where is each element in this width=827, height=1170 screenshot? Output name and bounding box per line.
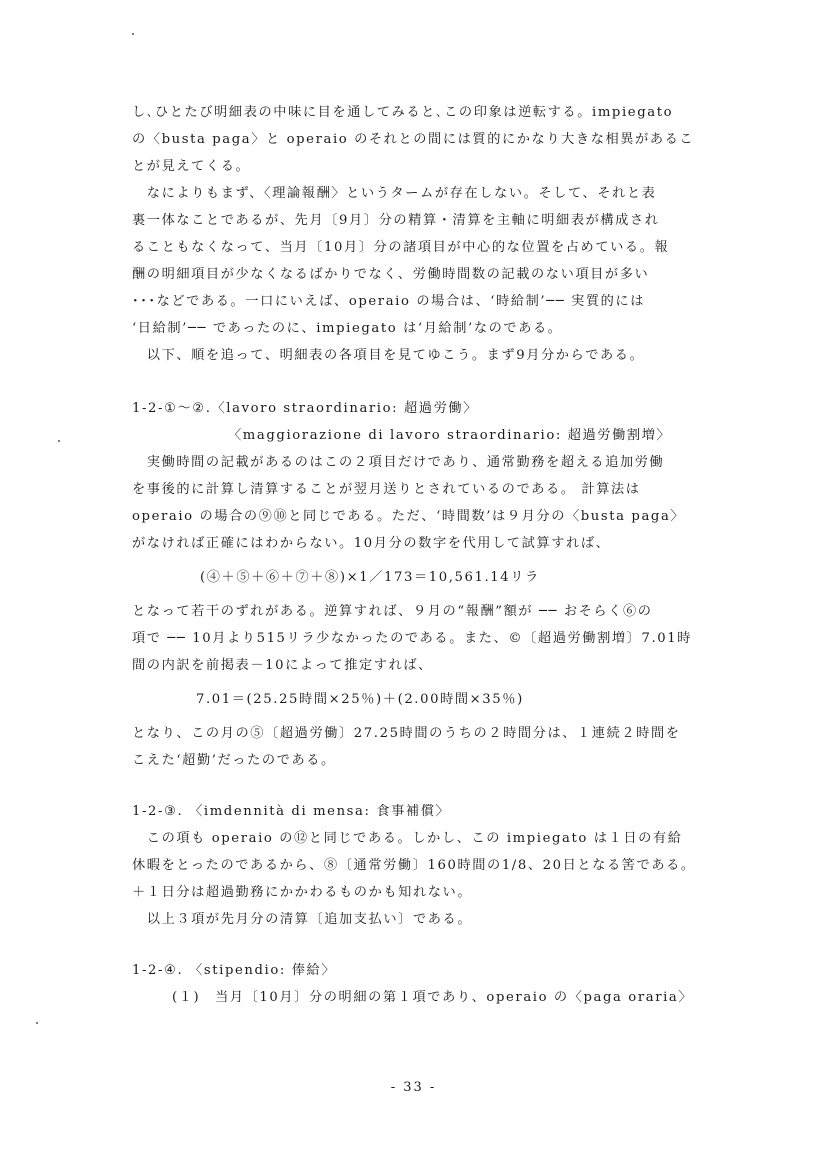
body-line-30: (１) 当月〔10月〕分の明細の第１項であり、operaio の〈paga oraria〉 xyxy=(172,990,694,1005)
body-line-22: となり、この月の⑤〔超過労働〕27.25時間のうちの２時間分は、１連続２時間を xyxy=(132,726,681,741)
body-line-1: し､ひとたび明細表の中味に目を通してみると､この印象は逆転する。impiegato xyxy=(132,105,674,120)
body-line-7: 酬の明細項目が少なくなるばかりでなく、労働時間数の記載のない項目が多い xyxy=(132,267,650,282)
body-line-15: operaio の場合の⑨⑩と同じである。ただ、‘時間数’は９月分の〈busta paga〉 xyxy=(132,509,686,524)
section-heading-1-2-3: 1-2-③. 〈imdennità di mensa: 食事補償〉 xyxy=(132,804,451,819)
scan-speck xyxy=(132,33,134,35)
body-line-16: がなければ正確にはわからない。10月分の数字を代用して試算すれば、 xyxy=(132,536,611,551)
body-line-4: なによりもまず、〈理論報酬〉というタームが存在しない。そして、それと表 xyxy=(132,186,657,201)
body-line-5: 裏一体なことであるが、先月〔9月〕分の精算・清算を主軸に明細表が構成され xyxy=(132,213,660,228)
body-line-27: ＋１日分は超過勤務にかかわるものかも知れない。 xyxy=(132,885,473,900)
body-line-2: の〈busta paga〉と operaio のそれとの間には質的にかなり大きな相異があるこ xyxy=(132,132,695,147)
body-line-6: ることもなくなって、当月〔10月〕分の諸項目が中心的な位置を占めている。報 xyxy=(132,240,670,255)
body-line-9: ‘日給制’── であったのに、impiegato は‘月給制’なのである。 xyxy=(132,321,563,336)
body-line-23: こえた‘超勤’だったのである。 xyxy=(132,753,336,768)
body-line-28: 以上３項が先月分の清算〔追加支払い〕である。 xyxy=(132,912,473,927)
scan-speck xyxy=(36,1022,38,1024)
body-line-10: 以下、順を追って、明細表の各項目を見てゆこう。まず9月分からである。 xyxy=(132,348,645,363)
body-line-20: 間の内訳を前掲表－10によって推定すれば、 xyxy=(132,658,433,673)
body-line-3: とが見えてくる。 xyxy=(132,159,251,174)
body-line-18: となって若干のずれがある。逆算すれば、９月の“報酬”額が ── おそらく⑥の xyxy=(132,604,653,619)
section-heading-1-2-1: 1-2-①～②.〈lavoro straordinario: 超過労働〉 xyxy=(132,401,478,416)
body-line-25: この項も operaio の⑫と同じである。しかし、この impiegato は１日の有給 xyxy=(132,831,683,846)
section-subheading-1-2-2: 〈maggiorazione di lavoro straordinario: 超過労働割増〉 xyxy=(228,428,672,443)
body-line-8: ･･･などである。一口にいえば、operaio の場合は、‘時給制’── 実質的には xyxy=(132,294,646,309)
body-line-14: を事後的に計算し清算することが翌月送りとされているのである。 計算法は xyxy=(132,482,641,497)
body-line-13: 実働時間の記載があるのはこの２項目だけであり、通常勤務を超える追加労働 xyxy=(132,455,665,470)
scan-speck xyxy=(58,440,60,442)
body-line-26: 休暇をとったのであるから、⑧〔通常労働〕160時間の1/8、20日となる筈である。 xyxy=(132,858,696,873)
formula-2: 7.01＝(25.25時間×25％)＋(2.00時間×35％) xyxy=(196,692,524,707)
formula-1: (④＋⑤＋⑥＋⑦＋⑧)×1／173＝10,561.14リラ xyxy=(200,570,540,585)
page-number: - 33 - xyxy=(390,1080,437,1095)
body-line-19: 項で ── 10月より515リラ少なかったのである。また、©〔超過労働割増〕7.01時 xyxy=(132,631,692,646)
section-heading-1-2-4: 1-2-④. 〈stipendio: 俸給〉 xyxy=(132,963,337,978)
